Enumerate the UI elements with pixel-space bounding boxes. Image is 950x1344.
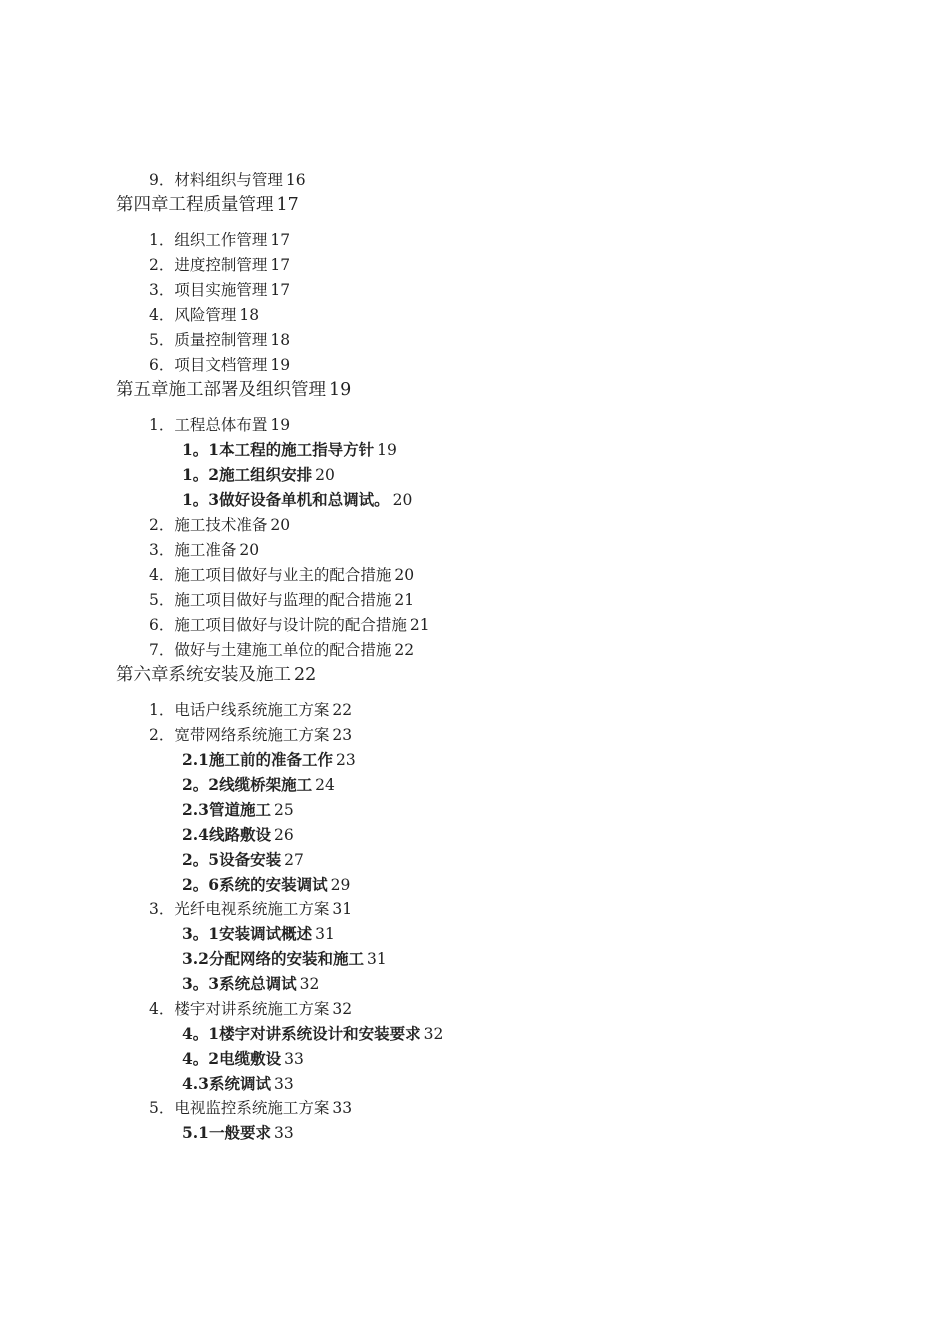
toc-item[interactable] <box>149 304 259 326</box>
toc-subitem-label: 1。2施工组织安排 <box>182 465 313 484</box>
toc-subitem-label: 1。1本工程的施工指导方针 <box>182 440 375 459</box>
toc-subitem-label: 2。6系统的安装调试 <box>182 875 328 894</box>
toc-page-number: 29 <box>330 876 351 894</box>
toc-item-label: 5．施工项目做好与监理的配合措施 <box>149 591 392 609</box>
toc-page-number: 19 <box>270 356 291 374</box>
toc-page-number: 17 <box>270 231 291 249</box>
toc-item-label: 7．做好与土建施工单位的配合措施 <box>149 641 392 659</box>
toc-page-number: 21 <box>409 616 430 634</box>
toc-item[interactable] <box>149 589 414 611</box>
toc-subitem[interactable] <box>182 489 412 511</box>
toc-page-number: 23 <box>332 726 353 744</box>
toc-subitem[interactable] <box>182 923 335 945</box>
toc-item[interactable] <box>149 414 290 436</box>
toc-page-number: 32 <box>332 1000 353 1018</box>
toc-page-number: 20 <box>394 566 415 584</box>
toc-subitem-label: 3.2分配网络的安装和施工 <box>182 949 364 968</box>
toc-subitem-label: 2.3管道施工 <box>182 800 271 819</box>
toc-page-number: 33 <box>332 1099 353 1117</box>
toc-subitem[interactable] <box>182 799 294 821</box>
toc-page-number: 26 <box>273 826 294 844</box>
toc-item-label: 1．组织工作管理 <box>149 231 268 249</box>
toc-item[interactable] <box>149 539 259 561</box>
toc-subitem[interactable] <box>182 824 294 846</box>
toc-page-number: 31 <box>366 950 387 968</box>
toc-item-label: 4．风险管理 <box>149 306 237 324</box>
toc-item[interactable] <box>149 354 290 376</box>
toc-item-label: 3．施工准备 <box>149 541 237 559</box>
toc-subitem-label: 3。1安装调试概述 <box>182 924 313 943</box>
toc-subitem-label: 5.1一般要求 <box>182 1123 271 1142</box>
toc-page-number: 32 <box>299 975 320 993</box>
toc-page-number: 32 <box>423 1025 444 1043</box>
toc-item[interactable] <box>149 229 290 251</box>
toc-subitem[interactable] <box>182 1023 443 1045</box>
toc-subitem[interactable] <box>182 1073 294 1095</box>
toc-subitem[interactable] <box>182 874 350 896</box>
toc-subitem[interactable] <box>182 1048 304 1070</box>
toc-page-number: 21 <box>394 591 415 609</box>
toc-subitem-label: 2。2线缆桥架施工 <box>182 775 313 794</box>
toc-item-label: 2．进度控制管理 <box>149 256 268 274</box>
toc-page-number: 22 <box>332 701 353 719</box>
toc-chapter-label: 第五章施工部署及组织管理 <box>116 380 326 400</box>
toc-subitem-label: 4.3系统调试 <box>182 1074 271 1093</box>
toc-item[interactable] <box>149 724 352 746</box>
toc-item-label: 2．宽带网络系统施工方案 <box>149 726 330 744</box>
toc-subitem-label: 2.1施工前的准备工作 <box>182 750 333 769</box>
toc-page-number: 23 <box>335 751 356 769</box>
toc-item-label: 3．光纤电视系统施工方案 <box>149 900 330 918</box>
toc-subitem[interactable] <box>182 774 335 796</box>
toc-item-label: 5．电视监控系统施工方案 <box>149 1099 330 1117</box>
toc-chapter-label: 第六章系统安装及施工 <box>116 665 291 685</box>
toc-page-number: 18 <box>239 306 260 324</box>
toc-item-label: 1．工程总体布置 <box>149 416 268 434</box>
toc-page-number: 17 <box>270 256 291 274</box>
toc-subitem[interactable] <box>182 849 304 871</box>
toc-page-number: 19 <box>270 416 291 434</box>
toc-subitem-label: 2.4线路敷设 <box>182 825 271 844</box>
toc-chapter[interactable] <box>116 378 351 402</box>
toc-subitem-label: 4。2电缆敷设 <box>182 1049 282 1068</box>
toc-page-number: 20 <box>315 466 335 484</box>
toc-page-number: 17 <box>276 195 299 215</box>
toc-subitem[interactable] <box>182 1122 294 1144</box>
toc-page-number: 16 <box>285 171 306 189</box>
toc-page-number: 31 <box>315 925 335 943</box>
toc-page-number: 20 <box>239 541 260 559</box>
toc-item-label: 1．电话户线系统施工方案 <box>149 701 330 719</box>
toc-subitem[interactable] <box>182 464 335 486</box>
toc-item-label: 4．施工项目做好与业主的配合措施 <box>149 566 392 584</box>
toc-item-label: 4．楼宇对讲系统施工方案 <box>149 1000 330 1018</box>
toc-page-number: 24 <box>315 776 335 794</box>
toc-page-number: 33 <box>273 1075 294 1093</box>
toc-item[interactable] <box>149 169 306 191</box>
toc-item[interactable] <box>149 279 290 301</box>
toc-subitem-label: 1。3做好设备单机和总调试。 <box>182 490 390 509</box>
toc-subitem[interactable] <box>182 973 319 995</box>
toc-item[interactable] <box>149 699 352 721</box>
toc-page-number: 20 <box>392 491 413 509</box>
toc-subitem-label: 3。3系统总调试 <box>182 974 297 993</box>
toc-item-label: 6．施工项目做好与设计院的配合措施 <box>149 616 407 634</box>
toc-subitem-label: 4。1楼宇对讲系统设计和安装要求 <box>182 1024 421 1043</box>
toc-page-number: 22 <box>294 665 317 685</box>
toc-chapter[interactable] <box>116 663 316 687</box>
toc-item[interactable] <box>149 564 414 586</box>
toc-item[interactable] <box>149 639 414 661</box>
toc-page-number: 22 <box>394 641 415 659</box>
toc-subitem[interactable] <box>182 439 397 461</box>
toc-page-number: 31 <box>332 900 353 918</box>
toc-chapter[interactable] <box>116 193 299 217</box>
toc-page-number: 25 <box>273 801 294 819</box>
toc-page-number: 27 <box>284 851 304 869</box>
toc-subitem[interactable] <box>182 749 356 771</box>
toc-item[interactable] <box>149 514 290 536</box>
toc-item-label: 2．施工技术准备 <box>149 516 268 534</box>
toc-item-label: 6．项目文档管理 <box>149 356 268 374</box>
toc-page-number: 33 <box>284 1050 304 1068</box>
toc-page-number: 20 <box>270 516 291 534</box>
toc-item-label: 3．项目实施管理 <box>149 281 268 299</box>
toc-item[interactable] <box>149 898 352 920</box>
toc-chapter-label: 第四章工程质量管理 <box>116 195 274 215</box>
toc-page-number: 19 <box>329 380 352 400</box>
toc-item[interactable] <box>149 1097 352 1119</box>
toc-item[interactable] <box>149 614 430 636</box>
toc-page-number: 18 <box>270 331 291 349</box>
toc-page-number: 19 <box>377 441 397 459</box>
toc-page-number: 17 <box>270 281 291 299</box>
toc-item[interactable] <box>149 998 352 1020</box>
toc-item[interactable] <box>149 254 290 276</box>
toc-item-label: 9．材料组织与管理 <box>149 171 283 189</box>
toc-page-number: 33 <box>273 1124 294 1142</box>
toc-subitem[interactable] <box>182 948 387 970</box>
toc-item-label: 5．质量控制管理 <box>149 331 268 349</box>
toc-item[interactable] <box>149 329 290 351</box>
toc-subitem-label: 2。5设备安装 <box>182 850 282 869</box>
